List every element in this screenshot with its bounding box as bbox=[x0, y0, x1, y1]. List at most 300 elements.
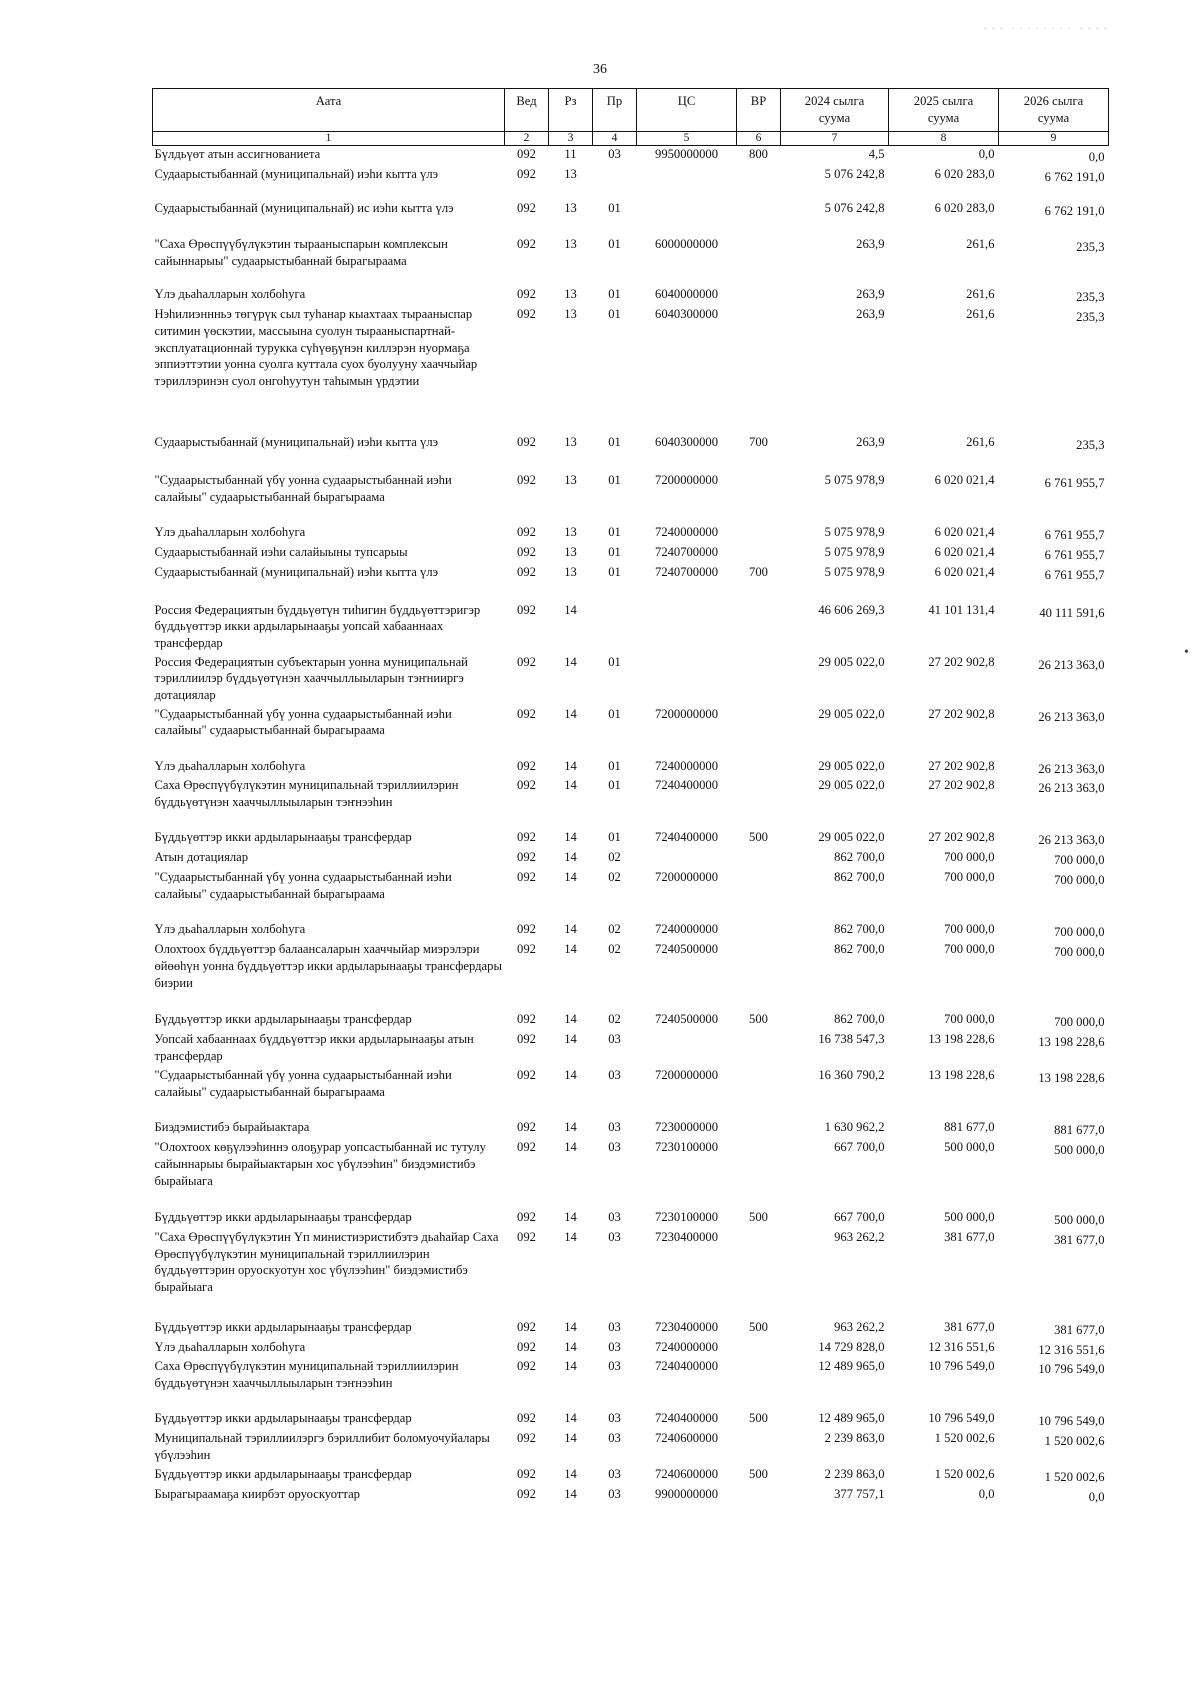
row-ved: 092 bbox=[517, 166, 536, 181]
row-2025: 27 202 902,8 bbox=[928, 778, 995, 793]
row-pr: 03 bbox=[608, 1031, 621, 1046]
row-2024: 4,5 bbox=[868, 147, 885, 161]
row-2024: 29 005 022,0 bbox=[818, 706, 885, 721]
row-vr bbox=[737, 849, 781, 869]
row-2025: 6 020 021,4 bbox=[934, 544, 995, 559]
row-2025: 6 020 021,4 bbox=[934, 472, 995, 487]
col-number: 8 bbox=[889, 132, 999, 146]
row-2025: 700 000,0 bbox=[944, 850, 995, 865]
row-name: Биэдэмистибэ бырайыактара bbox=[154, 1119, 310, 1134]
row-pr: 03 bbox=[608, 1339, 621, 1354]
row-rz: 14 bbox=[564, 850, 577, 865]
row-2024: 1 630 962,2 bbox=[824, 1119, 885, 1134]
row-vr: 500 bbox=[749, 1319, 768, 1334]
row-cs: 7240500000 bbox=[655, 942, 718, 956]
row-2024: 5 075 978,9 bbox=[824, 524, 885, 539]
row-vr: 800 bbox=[749, 147, 768, 161]
row-2024: 29 005 022,0 bbox=[818, 830, 885, 845]
row-rz: 14 bbox=[564, 758, 577, 773]
row-2026: 26 213 363,0 bbox=[1038, 709, 1105, 724]
row-name: Үлэ дьаһалларын холбоһуга bbox=[154, 524, 306, 539]
row-rz: 14 bbox=[564, 942, 577, 956]
row-2025: 381 677,0 bbox=[944, 1229, 995, 1244]
row-name: Бүддьүөттэр икки ардыларынааҕы трансфердар bbox=[154, 1209, 412, 1224]
row-2026: 235,3 bbox=[1076, 309, 1105, 324]
row-2024: 263,9 bbox=[856, 286, 885, 301]
row-ved: 092 bbox=[517, 758, 536, 773]
row-2024: 14 729 828,0 bbox=[818, 1339, 885, 1354]
row-2024: 862 700,0 bbox=[834, 922, 885, 937]
row-name: "Судаарыстыбаннай үбү уонна судаарыстыбаннай иэһи салайыы" судаарыстыбаннай бырагыраама bbox=[154, 472, 452, 504]
row-vr bbox=[737, 472, 781, 524]
row-cs: 7230100000 bbox=[655, 1209, 718, 1224]
row-vr bbox=[737, 166, 781, 200]
table-row bbox=[153, 564, 1109, 602]
row-rz: 14 bbox=[564, 1431, 577, 1446]
row-2024: 16 738 547,3 bbox=[818, 1031, 885, 1046]
table-row bbox=[153, 286, 1109, 306]
row-2025: 700 000,0 bbox=[944, 922, 995, 937]
row-2025: 700 000,0 bbox=[944, 942, 995, 956]
row-2026: 6 761 955,7 bbox=[1044, 567, 1105, 582]
row-2024: 862 700,0 bbox=[834, 850, 885, 865]
row-ved: 092 bbox=[517, 434, 536, 449]
row-cs: 7240000000 bbox=[655, 922, 718, 937]
table-row bbox=[153, 777, 1109, 829]
row-2026: 6 762 191,0 bbox=[1044, 203, 1105, 218]
row-2025: 27 202 902,8 bbox=[928, 758, 995, 773]
table-row bbox=[153, 200, 1109, 236]
row-2025: 381 677,0 bbox=[944, 1319, 995, 1334]
table-row bbox=[153, 706, 1109, 758]
row-pr: 02 bbox=[608, 922, 621, 937]
col-header-2026-line1: 2026 сылга bbox=[1023, 94, 1084, 108]
row-pr: 01 bbox=[608, 544, 621, 559]
row-cs bbox=[637, 654, 737, 706]
row-rz: 14 bbox=[564, 830, 577, 845]
row-vr bbox=[737, 1358, 781, 1410]
row-2026: 700 000,0 bbox=[1054, 925, 1105, 940]
row-cs: 7230400000 bbox=[655, 1229, 718, 1244]
row-rz: 14 bbox=[564, 602, 577, 617]
row-rz: 13 bbox=[564, 524, 577, 539]
row-pr: 01 bbox=[608, 200, 621, 215]
table-row bbox=[153, 1209, 1109, 1229]
row-name: Саха Өрөспүүбүлүкэтин муниципальнай тэриллиилэрин бүддьүөтүнэн хааччыллыыларын тэҥнээһин bbox=[154, 1359, 459, 1391]
row-vr bbox=[737, 758, 781, 778]
row-rz: 13 bbox=[564, 166, 577, 181]
row-rz: 13 bbox=[564, 306, 577, 321]
table-row bbox=[153, 1011, 1109, 1031]
row-name: Судаарыстыбаннай (муниципальнай) иэһи кытта үлэ bbox=[154, 166, 439, 181]
row-vr bbox=[737, 869, 781, 921]
row-name: Судаарыстыбаннай (муниципальнай) ис иэһи кытта үлэ bbox=[154, 200, 454, 215]
row-pr: 03 bbox=[608, 1431, 621, 1446]
row-2026: 235,3 bbox=[1076, 239, 1105, 254]
scan-noise: . . . . . . . . . . . . . . . bbox=[984, 22, 1108, 31]
row-ved: 092 bbox=[517, 1487, 536, 1502]
col-header-2025-line2: суума bbox=[927, 110, 960, 125]
row-pr: 03 bbox=[608, 1487, 621, 1502]
row-name: "Судаарыстыбаннай үбү уонна судаарыстыбаннай иэһи салайыы" судаарыстыбаннай бырагыраама bbox=[154, 706, 452, 738]
row-ved: 092 bbox=[517, 850, 536, 865]
col-header-2025 bbox=[889, 89, 999, 132]
row-rz: 14 bbox=[564, 778, 577, 793]
row-vr bbox=[737, 306, 781, 434]
col-header-2026-line2: суума bbox=[1037, 110, 1070, 125]
row-cs: 7240000000 bbox=[655, 758, 718, 773]
row-pr: 01 bbox=[608, 306, 621, 321]
col-number: 6 bbox=[737, 132, 781, 146]
table-row bbox=[153, 306, 1109, 434]
row-cs: 6000000000 bbox=[655, 236, 718, 251]
row-2025: 27 202 902,8 bbox=[928, 654, 995, 669]
row-pr: 03 bbox=[608, 1359, 621, 1374]
row-rz: 14 bbox=[564, 1119, 577, 1134]
row-2024: 29 005 022,0 bbox=[818, 654, 885, 669]
row-2026: 26 213 363,0 bbox=[1038, 657, 1105, 672]
row-2025: 1 520 002,6 bbox=[934, 1431, 995, 1446]
row-vr bbox=[737, 236, 781, 286]
row-2025: 6 020 283,0 bbox=[934, 200, 995, 215]
scan-speck: • bbox=[1184, 645, 1189, 660]
row-2025: 261,6 bbox=[966, 236, 995, 251]
row-vr bbox=[737, 286, 781, 306]
row-name: Судаарыстыбаннай (муниципальнай) иэһи кытта үлэ bbox=[154, 564, 439, 579]
table-row bbox=[153, 829, 1109, 849]
row-2024: 377 757,1 bbox=[834, 1487, 885, 1502]
table-row bbox=[153, 434, 1109, 472]
row-2026: 700 000,0 bbox=[1054, 853, 1105, 868]
row-cs bbox=[637, 1031, 737, 1067]
row-cs: 7240400000 bbox=[655, 1359, 718, 1374]
row-cs: 7240700000 bbox=[655, 564, 718, 579]
row-name: Бүддьүөттэр икки ардыларынааҕы трансфердар bbox=[154, 1012, 412, 1026]
row-pr: 01 bbox=[608, 434, 621, 449]
row-rz: 14 bbox=[564, 1229, 577, 1244]
row-ved: 092 bbox=[517, 942, 536, 956]
row-2024: 16 360 790,2 bbox=[818, 1067, 885, 1082]
row-2024: 2 239 863,0 bbox=[824, 1467, 885, 1482]
table-row bbox=[153, 1358, 1109, 1410]
row-rz: 14 bbox=[564, 1411, 577, 1426]
row-name: Үлэ дьаһалларын холбоһуга bbox=[154, 286, 306, 301]
row-pr: 01 bbox=[608, 654, 621, 669]
row-2026: 1 520 002,6 bbox=[1044, 1470, 1105, 1485]
row-2024: 5 075 978,9 bbox=[824, 472, 885, 487]
row-2024: 12 489 965,0 bbox=[818, 1359, 885, 1374]
row-ved: 092 bbox=[517, 922, 536, 937]
row-ved: 092 bbox=[517, 286, 536, 301]
row-pr: 03 bbox=[608, 1067, 621, 1082]
row-vr: 500 bbox=[749, 1467, 768, 1482]
table-row bbox=[153, 1410, 1109, 1430]
row-cs: 7230400000 bbox=[655, 1319, 718, 1334]
row-ved: 092 bbox=[517, 1067, 536, 1082]
col-header-name: Аата bbox=[153, 89, 505, 132]
row-2024: 667 700,0 bbox=[834, 1209, 885, 1224]
row-2026: 700 000,0 bbox=[1054, 1015, 1105, 1029]
row-2026: 700 000,0 bbox=[1054, 873, 1105, 888]
row-cs: 7200000000 bbox=[655, 1067, 718, 1082]
row-name: Үлэ дьаһалларын холбоһуга bbox=[154, 1339, 306, 1354]
row-2025: 13 198 228,6 bbox=[928, 1067, 995, 1082]
row-pr bbox=[593, 166, 637, 200]
row-vr: 500 bbox=[749, 1012, 768, 1026]
row-ved: 092 bbox=[517, 1339, 536, 1354]
row-2024: 5 076 242,8 bbox=[824, 200, 885, 215]
row-2024: 862 700,0 bbox=[834, 1012, 885, 1026]
row-rz: 13 bbox=[564, 434, 577, 449]
row-ved: 092 bbox=[517, 870, 536, 885]
row-ved: 092 bbox=[517, 1031, 536, 1046]
page-number: 36 bbox=[593, 62, 607, 77]
row-2026: 10 796 549,0 bbox=[1038, 1362, 1105, 1377]
row-vr: 500 bbox=[749, 1411, 768, 1426]
row-2024: 862 700,0 bbox=[834, 870, 885, 885]
row-rz: 14 bbox=[564, 870, 577, 885]
row-cs bbox=[637, 602, 737, 654]
table-row bbox=[153, 849, 1109, 869]
row-vr bbox=[737, 1486, 781, 1506]
row-vr bbox=[737, 1067, 781, 1119]
row-ved: 092 bbox=[517, 1411, 536, 1426]
row-2024: 963 262,2 bbox=[834, 1319, 885, 1334]
row-name: Бүддьүөттэр икки ардыларынааҕы трансфердар bbox=[154, 830, 412, 845]
row-name: Бүлдьүөт атын ассигнованиета bbox=[154, 147, 321, 161]
table-row bbox=[153, 1486, 1109, 1506]
row-ved: 092 bbox=[517, 1431, 536, 1446]
row-name: Россия Федерациятын бүддьүөтүн тиһигин бүддьүөттэригэр бүддьүөттэр икки ардыларынааҕы уопсай хабааннаах трансфердар bbox=[154, 602, 481, 651]
row-name: "Саха Өрөспүүбүлүкэтин тырааныспарын комплексын сайыннарыы" судаарыстыбаннай бырагыраама bbox=[154, 236, 448, 268]
row-2026: 500 000,0 bbox=[1054, 1142, 1105, 1157]
col-header-cs: ЦС bbox=[637, 89, 737, 132]
row-name: Уопсай хабааннаах бүддьүөттэр икки ардыларынааҕы атын трансфердар bbox=[154, 1031, 474, 1063]
row-cs: 7240000000 bbox=[655, 524, 718, 539]
row-pr: 01 bbox=[608, 706, 621, 721]
row-2025: 261,6 bbox=[966, 306, 995, 321]
row-vr bbox=[737, 1430, 781, 1466]
row-pr bbox=[593, 602, 637, 654]
row-vr bbox=[737, 777, 781, 829]
row-name: Россия Федерациятын субъектарын уонна муниципальнай тэриллиилэр бүддьүөтүнэн хааччыллыыларын тэҥнииргэ дотациялар bbox=[154, 654, 468, 703]
row-2025: 6 020 021,4 bbox=[934, 524, 995, 539]
row-pr: 01 bbox=[608, 524, 621, 539]
row-pr: 03 bbox=[608, 1119, 621, 1134]
row-name: Судаарыстыбаннай (муниципальнай) иэһи кытта үлэ bbox=[154, 434, 439, 449]
row-2026: 381 677,0 bbox=[1054, 1322, 1105, 1337]
table-row bbox=[153, 654, 1109, 706]
row-2025: 6 020 283,0 bbox=[934, 166, 995, 181]
row-2026: 26 213 363,0 bbox=[1038, 833, 1105, 848]
col-number: 3 bbox=[549, 132, 593, 146]
row-name: Бүддьүөттэр икки ардыларынааҕы трансфердар bbox=[154, 1411, 412, 1426]
row-2026: 235,3 bbox=[1076, 289, 1105, 304]
row-2025: 1 520 002,6 bbox=[934, 1467, 995, 1482]
table-row bbox=[153, 1119, 1109, 1139]
row-vr bbox=[737, 1119, 781, 1139]
row-vr bbox=[737, 1339, 781, 1359]
table-row bbox=[153, 166, 1109, 200]
row-ved: 092 bbox=[517, 1139, 536, 1154]
row-cs: 7230000000 bbox=[655, 1119, 718, 1134]
row-2025: 881 677,0 bbox=[944, 1119, 995, 1134]
row-pr: 03 bbox=[608, 1139, 621, 1154]
table-row bbox=[153, 1430, 1109, 1466]
row-2026: 0,0 bbox=[1088, 1490, 1105, 1505]
row-vr bbox=[737, 654, 781, 706]
row-rz: 14 bbox=[564, 654, 577, 669]
row-rz: 13 bbox=[564, 236, 577, 251]
table-row bbox=[153, 236, 1109, 286]
row-ved: 092 bbox=[517, 524, 536, 539]
row-pr: 03 bbox=[608, 1411, 621, 1426]
row-2025: 700 000,0 bbox=[944, 1012, 995, 1026]
row-ved: 092 bbox=[517, 564, 536, 579]
row-2026: 13 198 228,6 bbox=[1038, 1034, 1105, 1049]
row-2024: 29 005 022,0 bbox=[818, 758, 885, 773]
row-cs: 7240600000 bbox=[655, 1431, 718, 1446]
col-header-2024 bbox=[781, 89, 889, 132]
table-row bbox=[153, 1067, 1109, 1119]
row-name: Үлэ дьаһалларын холбоһуга bbox=[154, 922, 306, 937]
row-rz: 14 bbox=[564, 1067, 577, 1082]
table-row bbox=[153, 544, 1109, 564]
row-ved: 092 bbox=[517, 306, 536, 321]
row-ved: 092 bbox=[517, 1229, 536, 1244]
row-ved: 092 bbox=[517, 1467, 536, 1482]
row-pr: 03 bbox=[608, 1209, 621, 1224]
row-vr bbox=[737, 524, 781, 544]
row-vr bbox=[737, 602, 781, 654]
row-rz: 14 bbox=[564, 1209, 577, 1224]
row-2025: 700 000,0 bbox=[944, 870, 995, 885]
row-cs: 6040300000 bbox=[655, 306, 718, 321]
row-vr: 700 bbox=[749, 434, 768, 449]
table-row bbox=[153, 921, 1109, 941]
row-2025: 10 796 549,0 bbox=[928, 1359, 995, 1374]
row-ved: 092 bbox=[517, 1119, 536, 1134]
row-rz: 13 bbox=[564, 200, 577, 215]
row-name: Бүддьүөттэр икки ардыларынааҕы трансфердар bbox=[154, 1467, 412, 1482]
row-2024: 862 700,0 bbox=[834, 942, 885, 956]
row-rz: 11 bbox=[564, 147, 577, 161]
row-2025: 41 101 131,4 bbox=[928, 602, 995, 617]
row-2025: 500 000,0 bbox=[944, 1209, 995, 1224]
row-cs: 7200000000 bbox=[655, 706, 718, 721]
row-ved: 092 bbox=[517, 830, 536, 845]
row-2025: 261,6 bbox=[966, 286, 995, 301]
row-2024: 46 606 269,3 bbox=[818, 602, 885, 617]
row-rz: 14 bbox=[564, 1467, 577, 1482]
budget-table bbox=[152, 88, 1109, 1506]
row-cs: 6040000000 bbox=[655, 286, 718, 301]
row-2025: 500 000,0 bbox=[944, 1139, 995, 1154]
row-2024: 667 700,0 bbox=[834, 1139, 885, 1154]
row-ved: 092 bbox=[517, 1012, 536, 1026]
row-rz: 14 bbox=[564, 922, 577, 937]
row-2026: 500 000,0 bbox=[1054, 1212, 1105, 1227]
row-2024: 5 075 978,9 bbox=[824, 544, 885, 559]
row-pr: 03 bbox=[608, 1319, 621, 1334]
row-pr: 02 bbox=[608, 942, 621, 956]
row-vr bbox=[737, 941, 781, 1011]
row-pr: 01 bbox=[608, 472, 621, 487]
col-number: 1 bbox=[153, 132, 505, 146]
row-name: Нэһилиэннньэ төгүрүк сыл туһанар кыахтаах тырааныспар ситимин үөскэтии, массыына суолун тырааныспартнай-эксплуатационнай турукка сүһүөҕүнэн киллэрэн нуормаҕа эппиэттэтии уонна суолга куттала суох буолууну хааччыйар тэриллэринэн суол онгоһуутун таһымын үрдэтии bbox=[154, 306, 478, 389]
row-pr: 03 bbox=[608, 1229, 621, 1244]
row-cs: 7240000000 bbox=[655, 1339, 718, 1354]
col-number: 2 bbox=[505, 132, 549, 146]
row-vr bbox=[737, 921, 781, 941]
row-2026: 6 761 955,7 bbox=[1044, 475, 1105, 490]
row-vr: 500 bbox=[749, 830, 768, 845]
col-number: 5 bbox=[637, 132, 737, 146]
row-2024: 5 075 978,9 bbox=[824, 564, 885, 579]
row-2026: 0,0 bbox=[1088, 150, 1105, 164]
table-row bbox=[153, 1339, 1109, 1359]
row-name: Бырагыраамаҕа киирбэт оруоскуоттар bbox=[154, 1487, 360, 1502]
row-vr bbox=[737, 200, 781, 236]
table-row bbox=[153, 1031, 1109, 1067]
row-vr: 700 bbox=[749, 564, 768, 579]
row-ved: 092 bbox=[517, 602, 536, 617]
row-vr bbox=[737, 1229, 781, 1319]
table-row bbox=[153, 524, 1109, 544]
col-header-2026 bbox=[999, 89, 1109, 132]
row-cs bbox=[637, 849, 737, 869]
row-ved: 092 bbox=[517, 472, 536, 487]
row-ved: 092 bbox=[517, 200, 536, 215]
row-2024: 263,9 bbox=[856, 434, 885, 449]
row-pr: 01 bbox=[608, 564, 621, 579]
row-rz: 14 bbox=[564, 1339, 577, 1354]
row-rz: 13 bbox=[564, 286, 577, 301]
row-rz: 14 bbox=[564, 706, 577, 721]
row-2025: 13 198 228,6 bbox=[928, 1031, 995, 1046]
row-ved: 092 bbox=[517, 1319, 536, 1334]
row-cs: 7240500000 bbox=[655, 1012, 718, 1026]
table-row bbox=[153, 1139, 1109, 1209]
row-vr bbox=[737, 544, 781, 564]
row-name: "Судаарыстыбаннай үбү уонна судаарыстыбаннай иэһи салайыы" судаарыстыбаннай бырагыраама bbox=[154, 870, 452, 901]
row-2024: 29 005 022,0 bbox=[818, 778, 885, 793]
row-ved: 092 bbox=[517, 654, 536, 669]
row-pr: 01 bbox=[608, 236, 621, 251]
row-2026: 6 762 191,0 bbox=[1044, 169, 1105, 184]
row-name: Атын дотациялар bbox=[154, 850, 249, 865]
row-name: Муниципальнай тэриллиилэргэ бэриллибит боломуочуйалары үбүлээһин bbox=[154, 1431, 490, 1463]
row-2025: 27 202 902,8 bbox=[928, 830, 995, 845]
row-pr: 02 bbox=[608, 1012, 621, 1026]
row-vr bbox=[737, 1031, 781, 1067]
row-pr: 02 bbox=[608, 850, 621, 865]
row-rz: 14 bbox=[564, 1012, 577, 1026]
row-2025: 12 316 551,6 bbox=[928, 1339, 995, 1354]
table-row bbox=[153, 1319, 1109, 1339]
row-cs: 7240400000 bbox=[655, 1411, 718, 1426]
row-2026: 381 677,0 bbox=[1054, 1232, 1105, 1247]
row-vr bbox=[737, 706, 781, 758]
row-cs: 9950000000 bbox=[655, 147, 718, 161]
row-cs bbox=[637, 200, 737, 236]
row-rz: 14 bbox=[564, 1359, 577, 1374]
row-ved: 092 bbox=[517, 236, 536, 251]
row-2026: 10 796 549,0 bbox=[1038, 1414, 1105, 1429]
row-name: "Олохтоох көҕүлээһиннэ олоҕурар уопсастыбаннай ис тутулу сайыннарыы бырайыактарын хос үбүлээһин" биэдэмистибэ бырайыага bbox=[154, 1139, 486, 1188]
row-name: Олохтоох бүддьүөттэр балаансаларын хааччыйар миэрэлэри өйөөһүн уонна бүддьүөттэр икки ардыларынааҕы трансфердары биэрии bbox=[154, 942, 502, 990]
row-rz: 14 bbox=[564, 1487, 577, 1502]
